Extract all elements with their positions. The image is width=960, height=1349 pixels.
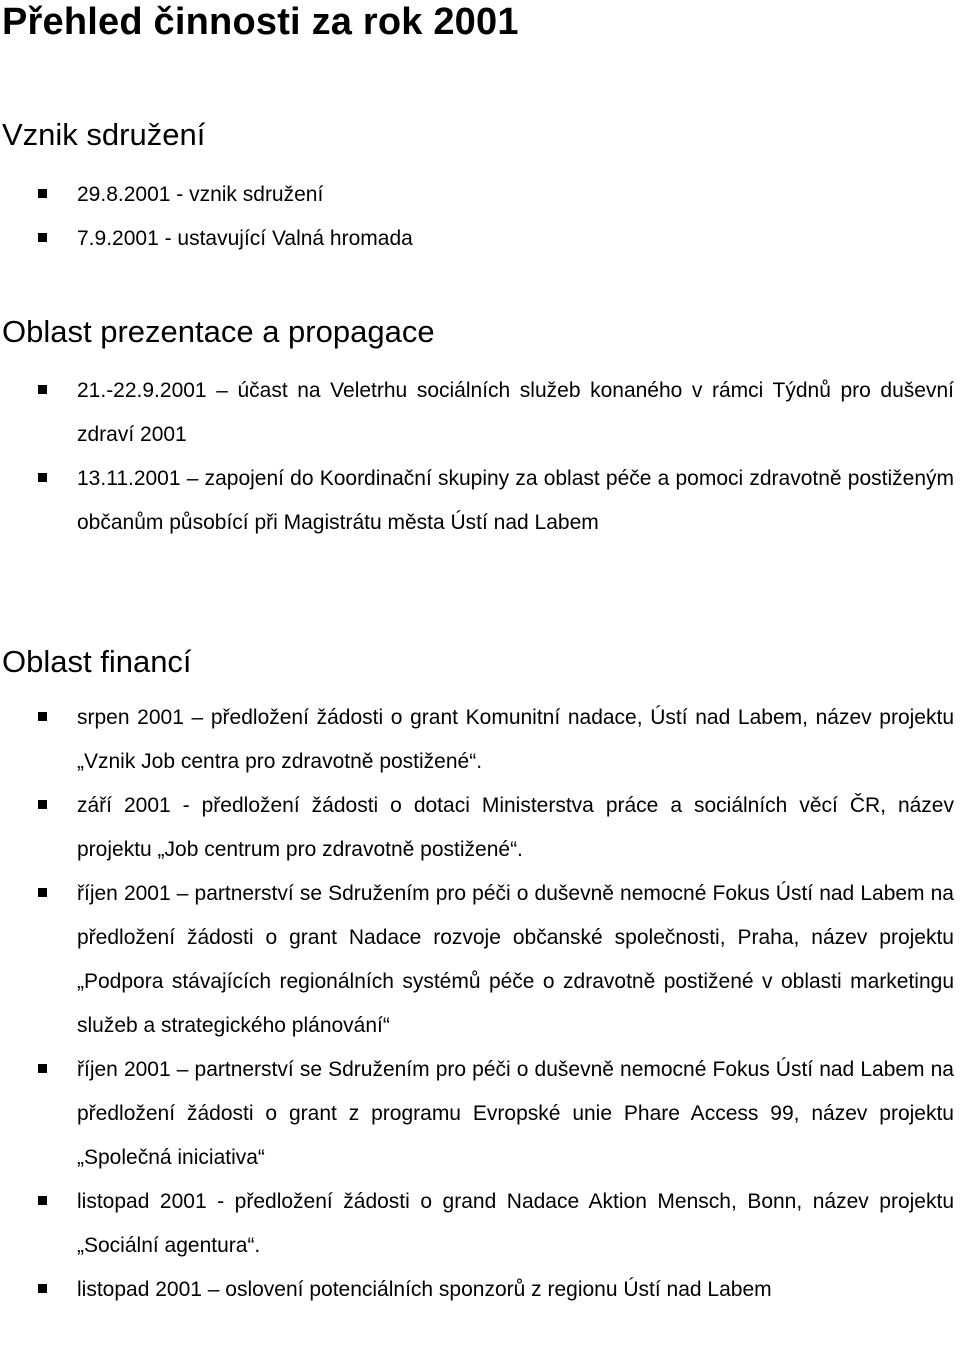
bullet-list-prezentace <box>0 369 960 545</box>
list-item <box>0 1048 960 1180</box>
list-item <box>0 872 960 1048</box>
list-item <box>0 1180 960 1268</box>
list-item <box>0 696 960 784</box>
bullet-list-financi <box>0 696 960 1312</box>
list-item-text: 21.-22.9.2001 – účast na Veletrhu sociálních služeb konaného v rámci Týdnů pro duševní zdraví 2001 <box>77 379 954 446</box>
list-item-text: listopad 2001 – oslovení potenciálních sponzorů z regionu Ústí nad Labem <box>77 1278 772 1301</box>
list-item-text: 13.11.2001 – zapojení do Koordinační skupiny za oblast péče a pomoci zdravotně postiženým občanům působící při Magistrátu města Ústí nad Labem <box>77 467 954 534</box>
list-item <box>0 1268 960 1312</box>
square-bullet-icon <box>38 1064 47 1073</box>
square-bullet-icon <box>38 712 47 721</box>
square-bullet-icon <box>38 385 47 394</box>
square-bullet-icon <box>38 1284 47 1293</box>
section-heading-financi: Oblast financí <box>2 644 192 679</box>
list-item-text: 29.8.2001 - vznik sdružení <box>77 183 324 206</box>
square-bullet-icon <box>38 233 47 242</box>
list-item <box>0 173 960 217</box>
bullet-list-vznik <box>0 173 960 261</box>
list-item-text: říjen 2001 – partnerství se Sdružením pro péči o duševně nemocné Fokus Ústí nad Labem na předložení žádosti o grant z programu Evropské unie Phare Access 99, název projektu „Společná iniciativa“ <box>77 1058 954 1169</box>
square-bullet-icon <box>38 888 47 897</box>
list-item-text: listopad 2001 - předložení žádosti o grand Nadace Aktion Mensch, Bonn, název projektu „Sociální agentura“. <box>77 1190 954 1257</box>
page-title: Přehled činnosti za rok 2001 <box>2 1 519 43</box>
section-heading-vznik: Vznik sdružení <box>2 117 206 152</box>
section-heading-prezentace: Oblast prezentace a propagace <box>2 314 435 349</box>
list-item-text: říjen 2001 – partnerství se Sdružením pro péči o duševně nemocné Fokus Ústí nad Labem na předložení žádosti o grant Nadace rozvoje občanské společnosti, Praha, název projektu „Podpora stávajících regionálních systémů péče o zdravotně postižené v oblasti marketingu služeb a strategického plánování“ <box>77 882 954 1037</box>
list-item-text: září 2001 - předložení žádosti o dotaci Ministerstva práce a sociálních věcí ČR, název projektu „Job centrum pro zdravotně postižené“. <box>77 794 954 861</box>
list-item-text: srpen 2001 – předložení žádosti o grant Komunitní nadace, Ústí nad Labem, název projektu „Vznik Job centra pro zdravotně postižené“. <box>77 706 954 773</box>
list-item <box>0 784 960 872</box>
square-bullet-icon <box>38 189 47 198</box>
list-item <box>0 457 960 545</box>
list-item-text: 7.9.2001 - ustavující Valná hromada <box>77 227 413 250</box>
list-item <box>0 217 960 261</box>
square-bullet-icon <box>38 800 47 809</box>
square-bullet-icon <box>38 1196 47 1205</box>
list-item <box>0 369 960 457</box>
square-bullet-icon <box>38 473 47 482</box>
